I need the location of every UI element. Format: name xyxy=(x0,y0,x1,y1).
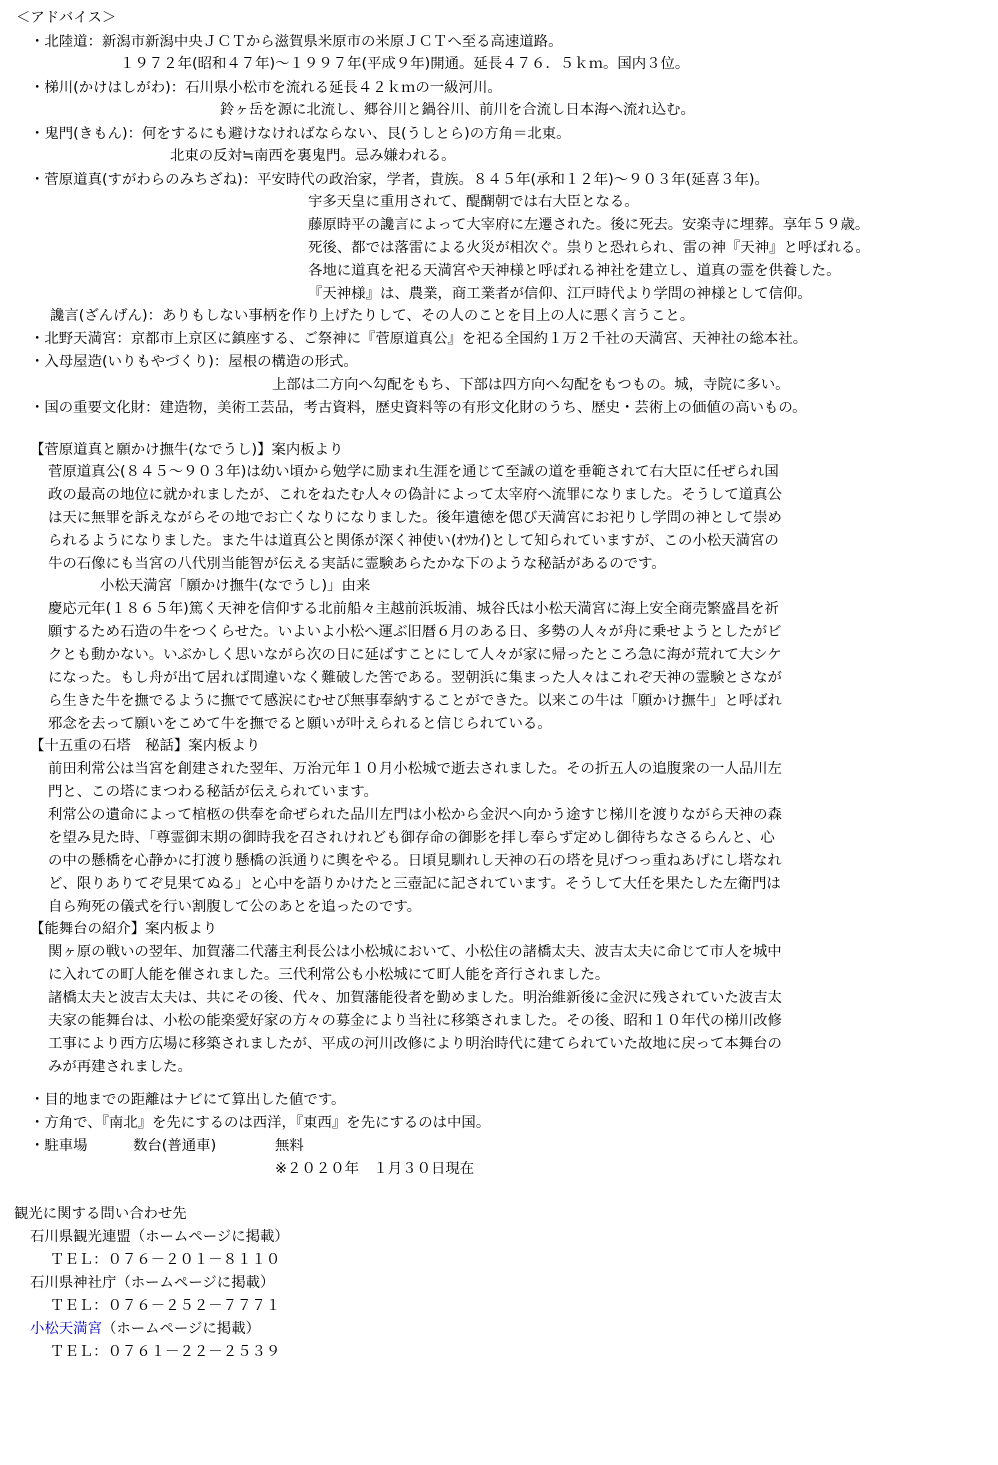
note-parking-label: ・駐車場 xyxy=(30,1138,88,1154)
section-nadeushi-title: 【菅原道真と願かけ撫牛(なでうし)】案内板より xyxy=(30,442,344,458)
komatsu-tenmangu-link[interactable]: 小松天満宮 xyxy=(30,1321,102,1337)
section-nobutai-text: に入れての町人能を催されました。三代利常公も小松城にて町人能を斉行されました。 xyxy=(48,967,610,983)
contact-org-name: 石川県観光連盟 xyxy=(30,1229,131,1245)
section-nadeushi-text: 牛の石像にも当宮の八代別当能智が伝える実話に霊験あらたかな下のような秘話があるのです。 xyxy=(48,556,666,572)
note-distance: ・目的地までの距離はナビにて算出した値です。 xyxy=(30,1092,346,1108)
section-nadeushi-subtitle: 小松天満宮「願かけ撫牛(なでうし)」由来 xyxy=(100,578,371,594)
note-parking-count: 数台(普通車) xyxy=(133,1138,217,1154)
section-nobutai-text: 夫家の能舞台は、小松の能楽愛好家の方々の募金により当社に移築されました。その後、昭和１０年代の梯川改修 xyxy=(48,1013,782,1029)
contact-note: （ホームページに掲載） xyxy=(130,1229,289,1245)
advice-header: ＜アドバイス＞ xyxy=(16,10,117,26)
advice-michizane-detail: 宇多天皇に重用されて、醍醐朝では右大臣となる。 xyxy=(308,194,639,210)
contact-name xyxy=(30,1274,274,1292)
advice-michizane-detail: 死後、都では落雷による火災が相次ぐ。祟りと恐れられ、雷の神『天神』と呼ばれる。 xyxy=(308,240,870,256)
section-nadeushi-text: は天に無罪を訴えながらその地でお亡くなりになりました。後年遺徳を偲び天満宮にお祀りし学問の神として崇め xyxy=(48,510,782,526)
section-nobutai-text: 関ヶ原の戦いの翌年、加賀藩二代藩主利長公は小松城において、小松住の諸橋太夫、波吉太夫に命じて市人を城中 xyxy=(48,944,782,960)
contact-tel: ＴＥＬ：０７６－２５２－７７７１ xyxy=(50,1298,281,1314)
section-nobutai-text: 諸橋太夫と波吉太夫は、共にその後、代々、加賀藩能役者を勤めました。明治維新後に金沢に残されていた波吉太 xyxy=(48,990,782,1006)
advice-kimon-detail: 北東の反対≒南西を裏鬼門。忌み嫌われる。 xyxy=(170,148,456,164)
section-nobutai-title: 【能舞台の紹介】案内板より xyxy=(30,921,218,937)
advice-zangen: 讒言(ざんげん)：ありもしない事柄を作り上げたりして、その人のことを目上の人に悪く言うこと。 xyxy=(50,308,695,324)
section-nadeushi-text: 慶応元年(１８６５年)篤く天神を信仰する北前船々主越前浜坂浦、城谷氏は小松天満宮に海上安全商売繁盛昌を祈 xyxy=(48,601,779,617)
section-sekito-title: 【十五重の石塔 秘話】案内板より xyxy=(30,738,261,754)
section-nadeushi-text: クとも動かない。いぶかしく思いながら次の日に延ばすことにして人々が家に帰ったところ急に海が荒れて大シケ xyxy=(48,647,782,663)
note-direction: ・方角で、『南北』を先にするのは西洋，『東西』を先にするのは中国。 xyxy=(30,1115,491,1131)
contact-note: （ホームページに掲載） xyxy=(101,1321,260,1337)
section-nadeushi-text: になった。もし舟が出て居れば間違いなく難破した筈である。翌朝浜に集まった人々はこれぞ天神の霊験とさなが xyxy=(48,670,782,686)
advice-irimoya-detail: 上部は二方向へ勾配をもち、下部は四方向へ勾配をもつもの。城，寺院に多い。 xyxy=(272,377,790,393)
advice-hokuriku-term: ・北陸道：新潟市新潟中央ＪＣＴから滋賀県米原市の米原ＪＣＴへ至る高速道路。 xyxy=(30,34,563,50)
advice-bunkazai: ・国の重要文化財：建造物，美術工芸品，考古資料，歴史資料等の有形文化財のうち、歴史・芸術上の価値の高いもの。 xyxy=(30,400,807,416)
section-nobutai-text: 工事により西方広場に移築されましたが、平成の河川改修により明治時代に建てられていた故地に戻って本舞台の xyxy=(48,1036,782,1052)
section-sekito-text: を望み見た時、「尊霊御末期の御時我を召されけれども御存命の御影を拝し奉らず定めし御待ちなさるらんと、心 xyxy=(48,830,775,846)
advice-irimoya-term: ・入母屋造(いりもやづくり)：屋根の構造の形式。 xyxy=(30,354,358,370)
advice-michizane-detail: 『天神様』は、農業，商工業者が信仰、江戸時代より学問の神様として信仰。 xyxy=(308,286,812,302)
section-nadeushi-text: 菅原道真公(８４５～９０３年)は幼い頃から勉学に励まれ生涯を通じて至誠の道を垂範されて右大臣に任ぜられ国 xyxy=(48,464,779,480)
section-sekito-text: 門と、この塔にまつわる秘話が伝えられています。 xyxy=(48,784,378,800)
section-sekito-text: 自ら殉死の儀式を行い割腹して公のあとを追ったのです。 xyxy=(48,899,422,915)
section-sekito-text: 前田利常公は当宮を創建された翌年、万治元年１０月小松城で逝去されました。その折五人の追腹衆の一人品川左 xyxy=(48,761,782,777)
section-sekito-text: 利常公の遺命によって棺柩の供奉を命ぜられた品川左門は小松から金沢へ向かう途すじ梯川を渡りながら天神の森 xyxy=(48,807,782,823)
advice-kimon-term: ・鬼門(きもん)：何をするにも避けなければならない、艮(うしとら)の方角＝北東。 xyxy=(30,126,571,142)
contact-tel: ＴＥＬ：０７６１－２２－２５３９ xyxy=(50,1344,281,1360)
section-sekito-text: ど、限りありてぞ見果てぬる」と心中を語りかけたと三壺記に記されています。そうして大任を果たした左衛門は xyxy=(48,876,781,892)
note-parking-fee: 無料 xyxy=(275,1138,304,1154)
contact-tel: ＴＥＬ：０７６－２０１－８１１０ xyxy=(50,1252,281,1268)
contact-name xyxy=(30,1228,289,1246)
contacts-heading: 観光に関する問い合わせ先 xyxy=(14,1206,187,1222)
advice-kakehashi-detail: 鈴ヶ岳を源に北流し、郷谷川と鍋谷川、前川を合流し日本海へ流れ込む。 xyxy=(220,102,695,118)
section-nadeushi-text: 政の最高の地位に就かれましたが、これをねたむ人々の偽計によって太宰府へ流罪になりました。そうして道真公 xyxy=(48,487,782,503)
advice-michizane-detail: 藤原時平の讒言によって大宰府に左遷された。後に死去。安楽寺に埋葬。享年５９歳。 xyxy=(308,217,870,233)
section-nadeushi-text: ら生きた牛を撫でるように撫でて感涙にむせび無事奉納することができた。以来この牛は「願かけ撫牛」と呼ばれ xyxy=(48,693,782,709)
section-nadeushi-text: 願するため石造の牛をつくらせた。いよいよ小松へ運ぶ旧暦６月のある日、多勢の人々が舟に乗せようとしたがビ xyxy=(48,624,782,640)
section-nobutai-text: みが再建されました。 xyxy=(48,1059,192,1075)
section-nadeushi-text: られるようになりました。また牛は道真公と関係が深く神使い(ｵﾂｶｲ)として知られていますが、この小松天満宮の xyxy=(48,533,779,549)
note-as-of-date: ※２０２０年 １月３０日現在 xyxy=(275,1161,475,1177)
contact-name xyxy=(30,1320,260,1338)
advice-hokuriku-detail: １９７２年(昭和４７年)～１９９７年(平成９年)開通。延長４７６．５ｋｍ。国内３位。 xyxy=(120,56,690,72)
section-sekito-text: の中の懸橋を心静かに打渡り懸橋の浜通りに輿をやる。日頃見馴れし天神の石の塔を見げつっ重ねあげにし塔なれ xyxy=(48,853,782,869)
contact-note: （ホームページに掲載） xyxy=(116,1275,275,1291)
advice-michizane-term: ・菅原道真(すがわらのみちざね)：平安時代の政治家，学者，貴族。８４５年(承和１２年)～９０３年(延喜３年)。 xyxy=(30,172,769,188)
section-nadeushi-text: 邪念を去って願いをこめて牛を撫でると願いが叶えられると信じられている。 xyxy=(48,716,552,732)
advice-michizane-detail: 各地に道真を祀る天満宮や天神様と呼ばれる神社を建立し、道真の霊を供養した。 xyxy=(308,263,841,279)
advice-kitano: ・北野天満宮：京都市上京区に鎮座する、ご祭神に『菅原道真公』を祀る全国約１万２千社の天満宮、天神社の総本社。 xyxy=(30,331,808,347)
contact-org-name: 石川県神社庁 xyxy=(30,1275,117,1291)
advice-kakehashi-term: ・梯川(かけはしがわ)：石川県小松市を流れる延長４２ｋｍの一級河川。 xyxy=(30,80,502,96)
